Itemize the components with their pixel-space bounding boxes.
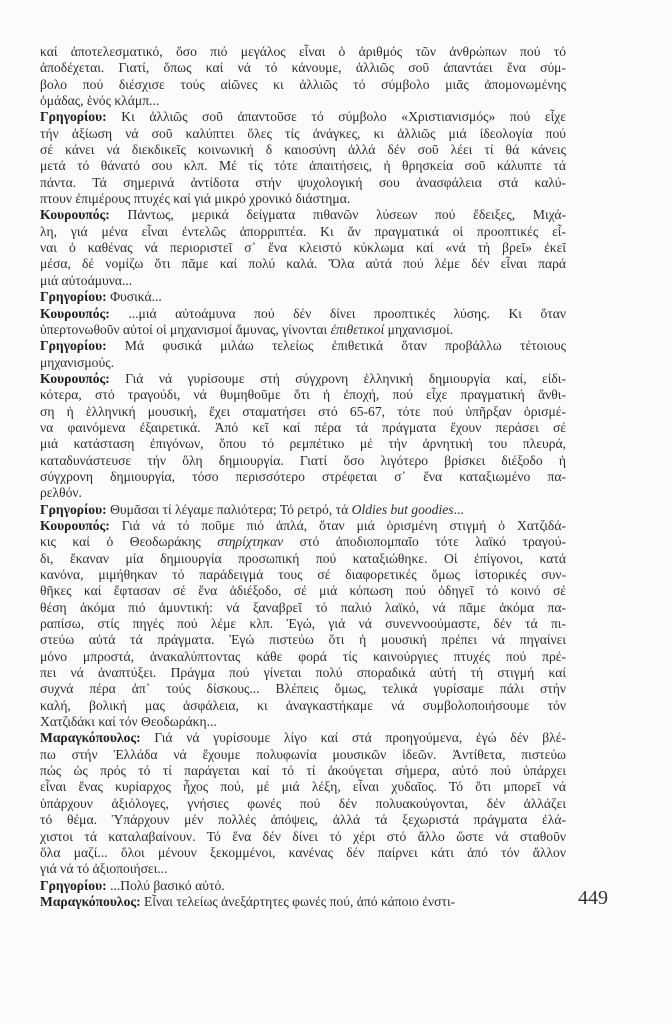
text-run: χιστοι τά καταλαβαίνουν. Τό ἕνα δέν δίνει τό χέρι στό ἄλλο ὥστε νά σταθοῦν xyxy=(40,828,566,844)
text-line xyxy=(40,681,566,697)
text-line xyxy=(40,224,566,240)
text-run: γιά νά τό ἀξιοποιήσει... xyxy=(40,861,168,877)
text-line xyxy=(40,306,566,322)
text-line xyxy=(40,322,566,338)
text-line xyxy=(40,273,566,289)
text-run: βολο πού διέσχισε τούς αἰῶνες κι ἀλλιῶς τό σύμβολο μιᾶς ἀπομονωμένης xyxy=(40,76,566,92)
text-run: Φυσικά... xyxy=(106,289,162,305)
text-run: καταδυνάστευσε τήν ὅλη δημιουργία. Γιατί ὅσο λιγότερο βρίσκει διέξοδο ἡ xyxy=(40,452,566,468)
text-line xyxy=(40,404,566,420)
text-line xyxy=(40,469,566,485)
italic-term: Oldies but goodies xyxy=(351,501,454,517)
text-line xyxy=(40,436,566,452)
text-run: μηχανισμούς. xyxy=(40,354,114,370)
text-run: συχνά πέρα ἀπ᾿ τούς δίσκους... Βλέπεις ὅμως, τελικά γυρίσαμε πάλι στήν xyxy=(40,681,566,697)
text-run: ναι ὁ καθένας νά περιοριστεῖ σ᾿ ἕνα κλειστό κύκλωμα καί «νά τή βρεῖ» ἐκεῖ xyxy=(40,240,566,256)
text-run: δι, ἔκαναν μία δημιουργία προσωπική πού καταξιώθηκε. Οἱ ἐπίγονοι, κατά xyxy=(40,550,566,566)
text-line xyxy=(40,453,566,469)
speaker-name: Κουρουπός: xyxy=(40,305,110,321)
text-run: Χατζιδάκι καί τόν Θεοδωράκη... xyxy=(40,714,217,730)
dialogue-paragraph xyxy=(40,878,566,894)
text-line xyxy=(40,256,566,272)
text-line xyxy=(40,518,566,534)
text-run: ἀποδέχεται. Γιατί, ὅπως καί νά τό κάνουμε, ἀλλιῶς σοῦ ἀπαντάει ἕνα σύμ- xyxy=(40,60,566,76)
dialogue-paragraph xyxy=(40,502,566,518)
text-line xyxy=(40,142,566,158)
text-run: σέ κάνει νά διεκδικεῖς κοινωνική δ καιοσύνη ἀλλά δέν σοῦ λέει τί θά κάνεις xyxy=(40,142,566,158)
text-line xyxy=(40,878,566,894)
speaker-name: Γρηγορίου: xyxy=(40,109,107,125)
speaker-name: Γρηγορίου: xyxy=(40,289,107,305)
text-run: θῆκες καί ἔφτασαν σέ ἕνα ἀδιέξοδο, σέ μιά κόπωση πού ὁδηγεῖ τό κοινό σέ xyxy=(40,583,566,599)
text-run: ...μιά αὐτοάμυνα πού δέν δίνει προοπτικές λύσης. Κι ὅταν xyxy=(109,305,566,321)
book-page-text xyxy=(40,44,566,910)
text-line xyxy=(40,861,566,877)
text-line xyxy=(40,355,566,371)
text-line xyxy=(40,240,566,256)
dialogue-paragraph xyxy=(40,371,566,502)
dialogue-paragraph xyxy=(40,109,566,207)
text-run: Γιά νά τό ποῦμε πιό ἁπλά, ὅταν μιά ὁρισμένη στιγμή ὁ Χατζιδά- xyxy=(109,517,566,533)
text-run: ...Πολύ βασικό αὐτό. xyxy=(106,877,225,893)
text-run: μιά κατάσταση ἐπιγόνων, ὅπου τό ρεμπέτικο μέ τήν ἀρνητική του πλευρά, xyxy=(40,436,566,452)
text-run: θέση ἀκόμα πιό ἀμυντική: νά ξαναβρεῖ τό παλιό λαϊκό, νά πᾶμε ἀκόμα πα- xyxy=(40,599,566,615)
text-run: ὑπερτονωθοῦν αὐτοί οἱ μηχανισμοί ἄμυνας, γίνονται xyxy=(40,321,331,337)
text-line xyxy=(40,485,566,501)
text-line xyxy=(40,665,566,681)
text-run: Γιά νά γυρίσουμε στή σύγχρονη ἑλληνική δημιουργία καί, εἰδι- xyxy=(109,370,566,386)
italic-term: στηρίχτηκαν xyxy=(217,534,284,550)
text-line xyxy=(40,567,566,583)
text-run: ... xyxy=(453,501,464,517)
text-line xyxy=(40,387,566,403)
text-line xyxy=(40,191,566,207)
text-run: μηχανισμοί. xyxy=(384,321,454,337)
text-run: κις καί ὁ Θεοδωράκης xyxy=(40,534,218,550)
text-run: πω στήν Ἑλλάδα νά ἔχουμε πολυφωνία μουσικῶν ἰδεῶν. Ἀντίθετα, πιστεύω xyxy=(40,746,566,762)
text-run: πώς ὡς πρός τό τί παράγεται καί τό τί ἀκούγεται σήμερα, αὐτό πού ὑπάρχει xyxy=(40,763,566,779)
text-run: ραπίσω, στίς πηγές πού λέμε κλπ. Ἐγώ, γιά νά συνεννοούμαστε, δέν τά πι- xyxy=(40,616,566,632)
text-run: πει νά ἀναπτύξει. Πράγμα πού γίνεται πολύ σποραδικά αὐτή τή στιγμή καί xyxy=(40,665,566,681)
text-run: στεύω αὐτά τά πράγματα. Ἐγώ πιστεύω ὅτι ἡ μουσική πρέπει νά πηγαίνει xyxy=(40,632,566,648)
text-line xyxy=(40,649,566,665)
text-run: εἶναι ἕνας κυρίαρχος ἦχος πού, μέ μιά λέξη, εἶναι χυδαῖος. Τό ὅτι μπορεῖ νά xyxy=(40,779,566,795)
text-line xyxy=(40,812,566,828)
text-run: πάντα. Τά σημερινά ἀντίδοτα στήν ψυχολογική σου ἀνασφάλεια στά καλύ- xyxy=(40,174,566,190)
text-line xyxy=(40,829,566,845)
speaker-name: Γρηγορίου: xyxy=(40,877,107,893)
text-line xyxy=(40,698,566,714)
speaker-name: Μαραγκόπουλος: xyxy=(40,730,141,746)
text-line xyxy=(40,502,566,518)
speaker-name: Γρηγορίου: xyxy=(40,338,107,354)
speaker-name: Γρηγορίου: xyxy=(40,501,107,517)
text-run: κότερα, στό τραγούδι, νά θυμηθοῦμε ὅτι ἡ ἐποχή, πού εἶχε πραγματική ἄνθι- xyxy=(40,387,566,403)
text-line xyxy=(40,420,566,436)
dialogue-paragraph xyxy=(40,518,566,730)
text-line xyxy=(40,796,566,812)
text-run: στό ἀποδιοπομπαῖο τότε λαϊκό τραγού- xyxy=(283,534,566,550)
text-line xyxy=(40,779,566,795)
text-line xyxy=(40,77,566,93)
text-line xyxy=(40,616,566,632)
text-run: σύγχρονη δημιουργία, τόσο περισσότερο στρέφεται σ᾿ ἕνα καταξιωμένο πα- xyxy=(40,468,566,484)
dialogue-paragraph xyxy=(40,306,566,339)
text-run: καλή, βολική μας ἀσφάλεια, κι ἀναγκαστήκαμε νά συμβολοποιήσουμε τόν xyxy=(40,697,566,713)
text-run: ση ἡ ἑλληνική μουσική, ἔχει σταματήσει στό 65-67, τότε πού ὑπῆρξαν ὁρισμέ- xyxy=(40,403,566,419)
text-run: Κι ἀλλιῶς σοῦ ἀπαντοῦσε τό σύμβολο «Χριστιανισμός» πού εἶχε xyxy=(106,109,566,125)
text-run: μιά αὐτοάμυνα... xyxy=(40,272,133,288)
dialogue-paragraph xyxy=(40,338,566,371)
text-run: ὑπάρχουν ἀξιόλογες, γνήσιες φωνές πού δέν πολυακούγονται, δέν ἀλλάζει xyxy=(40,795,566,811)
text-run: τήν ἀξίωση νά σοῦ καλύπτει ὅλες τίς ἀνάγκες, κι ἀλλιῶς μιά ἰδεολογία πού xyxy=(40,125,566,141)
text-line xyxy=(40,44,566,60)
continuation-paragraph xyxy=(40,44,566,109)
dialogue-paragraph xyxy=(40,289,566,305)
text-line xyxy=(40,714,566,730)
text-line xyxy=(40,371,566,387)
text-run: μέσα, δέ νομίζω ὅτι πᾶμε καί πολύ καλά. Ὅλα αὐτά πού λέμε δέν εἶναι παρά xyxy=(40,256,566,272)
dialogue-paragraph xyxy=(40,207,566,289)
text-line xyxy=(40,289,566,305)
text-run: να φαινόμενα ἐξαιρετικά. Ἀπό κεῖ καί πέρα τά πράγματα ἔχουν περάσει σέ xyxy=(40,419,566,435)
italic-term: ἐπιθετικοί xyxy=(330,321,385,337)
text-run: Εἶναι τελείως ἀνεξάρτητες φωνές πού, ἀπό κάποιο ἐνστι- xyxy=(140,893,456,909)
text-line xyxy=(40,747,566,763)
text-line xyxy=(40,845,566,861)
text-run: τό θέμα. Ὑπάρχουν μέν πολλές ἀπόψεις, ἀλλά τά ξεχωριστά πράγματα ἐλά- xyxy=(40,812,566,828)
text-line xyxy=(40,894,566,910)
text-line xyxy=(40,175,566,191)
text-run: ὅλα μαζί... ὅλοι μένουν ξεκομμένοι, κανένας δέν παίρνει κάτι ἀπό τόν ἄλλον xyxy=(40,844,566,860)
text-run: λη, γιά μένα εἶναι ἐντελῶς ἀπορριπτέα. Κι ἄν πραγματικά οἱ προοπτικές εἶ- xyxy=(40,223,566,239)
text-run: κανόνα, μιμήθηκαν τό παράδειγμά τους σέ διαφορετικές ὅμως ἱστορικές συν- xyxy=(40,567,566,582)
text-line xyxy=(40,338,566,354)
speaker-name: Κουρουπός: xyxy=(40,370,110,386)
speaker-name: Μαραγκόπουλος: xyxy=(40,893,141,909)
page-number: 449 xyxy=(578,887,608,909)
text-line xyxy=(40,600,566,616)
text-run: Θυμᾶσαι τί λέγαμε παλιότερα; Τό ρετρό, τά xyxy=(106,501,352,517)
text-run: ὁμάδας, ἑνός κλάμπ... xyxy=(40,93,160,109)
text-line xyxy=(40,534,566,550)
text-run: Γιά νά γυρίσουμε λίγο καί στά προηγούμενα, ἐγώ δέν βλέ- xyxy=(140,730,566,746)
text-run: Μά φυσικά μιλάω τελείως ἐπιθετικά ὅταν προβάλλω τέτοιους xyxy=(106,338,566,354)
speaker-name: Κουρουπός: xyxy=(40,517,110,533)
text-line xyxy=(40,126,566,142)
text-run: καί ἀποτελεσματικό, ὅσο πιό μεγάλος εἶναι ὁ ἀριθμός τῶν ἀνθρώπων πού τό xyxy=(40,44,566,59)
dialogue-paragraph xyxy=(40,730,566,877)
text-run: ρελθόν. xyxy=(40,485,82,501)
text-run: μόνο μπροστά, ἀνακαλύπτοντας κάθε φορά τίς καινούργιες πτυχές πού πρέ- xyxy=(40,648,566,664)
text-line xyxy=(40,158,566,174)
text-line xyxy=(40,583,566,599)
text-run: μετά τό θάνατό σου κλπ. Μέ τίς τότε ἀπαιτήσεις, ἡ θρησκεία σοῦ κάλυπτε τά xyxy=(40,158,566,174)
text-line xyxy=(40,93,566,109)
text-line xyxy=(40,763,566,779)
text-line xyxy=(40,207,566,223)
text-run: πτουν ἐπιμέρους πτυχές καί γιά μικρό χρονικό διάστημα. xyxy=(40,191,351,207)
text-line xyxy=(40,551,566,567)
text-run: Πάντως, μερικά δείγματα πιθανῶν λύσεων πού ἔδειξες, Μιχά- xyxy=(109,207,566,223)
text-line xyxy=(40,730,566,746)
text-line xyxy=(40,60,566,76)
text-line xyxy=(40,109,566,125)
speaker-name: Κουρουπός: xyxy=(40,207,110,223)
dialogue-paragraph xyxy=(40,894,566,910)
text-line xyxy=(40,632,566,648)
